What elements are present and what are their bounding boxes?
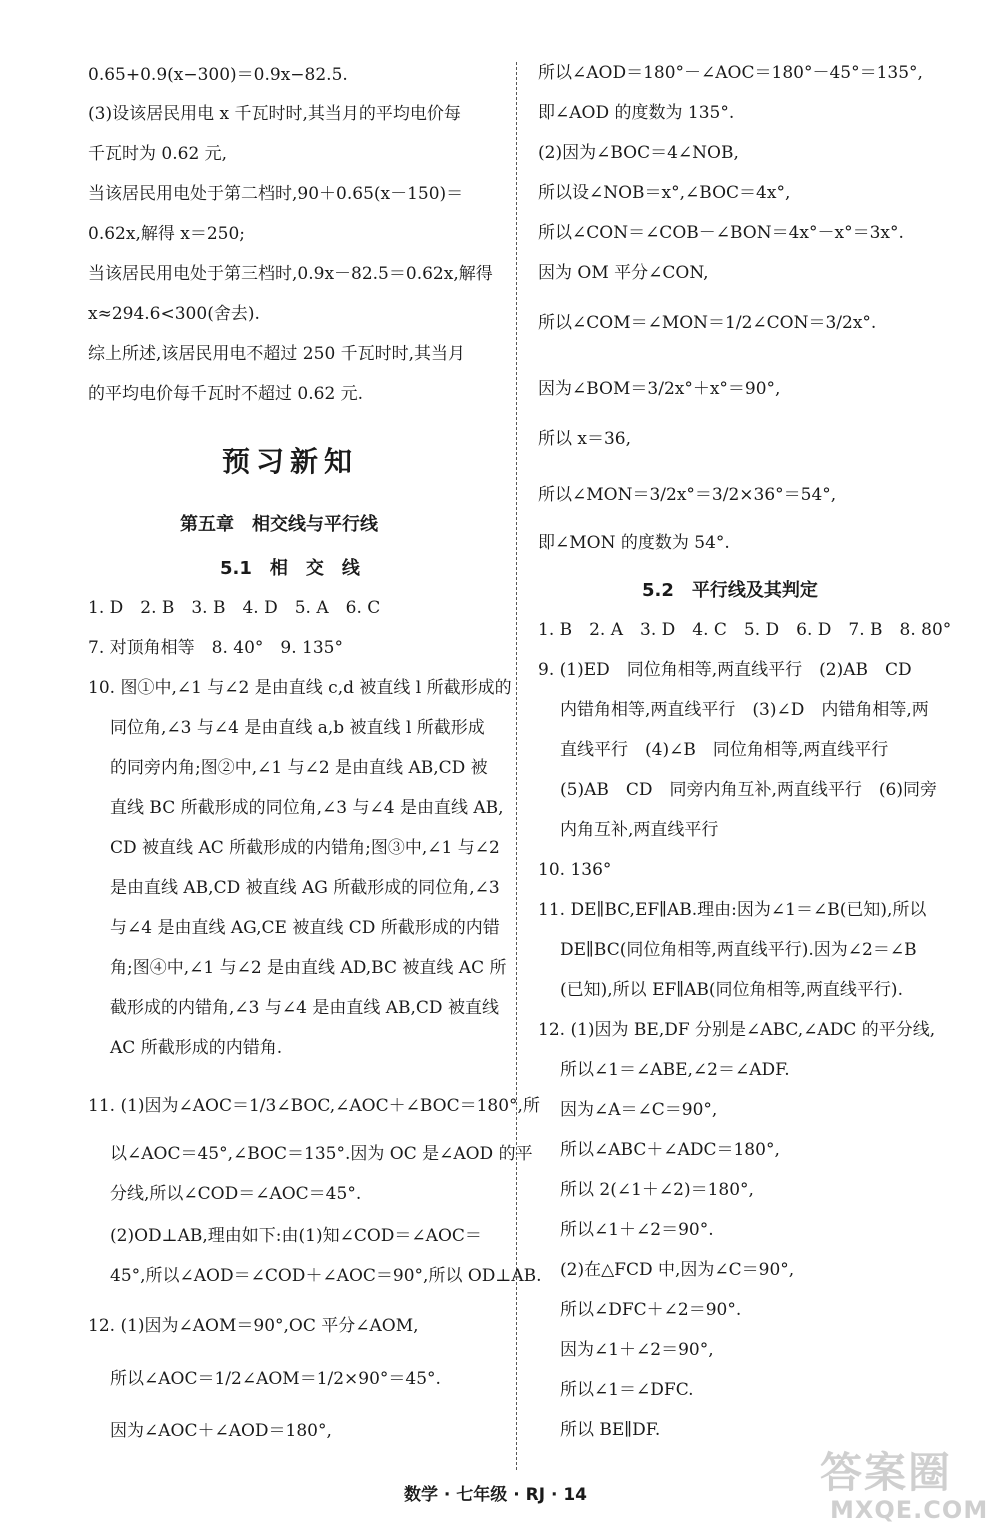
text-line: 截形成的内错角,∠3 与∠4 是由直线 AB,CD 被直线 bbox=[110, 998, 499, 1018]
text-line: 所以∠COM＝∠MON＝1/2∠CON＝3/2x°. bbox=[538, 313, 877, 333]
text-line: 所以∠DFC＋∠2＝90°. bbox=[560, 1300, 742, 1320]
text-line: 11. (1)因为∠AOC＝1/3∠BOC,∠AOC＋∠BOC＝180°,所 bbox=[88, 1096, 540, 1116]
text-line: 所以∠MON＝3/2x°＝3/2×36°＝54°, bbox=[538, 485, 837, 505]
watermark-logo bbox=[800, 1440, 989, 1530]
section-title: 预习新知 bbox=[222, 445, 359, 478]
text-line: 10. 图①中,∠1 与∠2 是由直线 c,d 被直线 l 所截形成的 bbox=[88, 678, 512, 698]
text-line: 9. (1)ED 同位角相等,两直线平行 (2)AB CD bbox=[538, 660, 912, 680]
text-line: 12. (1)因为 BE,DF 分别是∠ABC,∠ADC 的平分线, bbox=[538, 1020, 936, 1040]
text-line: 因为∠AOC＋∠AOD＝180°, bbox=[110, 1421, 332, 1441]
text-line: 的平均电价每千瓦时不超过 0.62 元. bbox=[88, 384, 364, 404]
text-line: 内错角相等,两直线平行 (3)∠D 内错角相等,两 bbox=[560, 700, 929, 720]
text-line: 即∠AOD 的度数为 135°. bbox=[538, 103, 735, 123]
text-line: 以∠AOC＝45°,∠BOC＝135°.因为 OC 是∠AOD 的平 bbox=[110, 1144, 533, 1164]
text-line: 所以∠AOC＝1/2∠AOM＝1/2×90°＝45°. bbox=[110, 1369, 441, 1389]
text-line: 所以 2(∠1＋∠2)＝180°, bbox=[560, 1180, 754, 1200]
text-line: 所以∠1＝∠DFC. bbox=[560, 1380, 694, 1400]
text-line: (2)在△FCD 中,因为∠C＝90°, bbox=[560, 1260, 795, 1280]
text-line: 与∠4 是由直线 AG,CE 被直线 CD 所截形成的内错 bbox=[110, 918, 500, 938]
text-line: 所以∠ABC＋∠ADC＝180°, bbox=[560, 1140, 780, 1160]
watermark-text: 答案圈 bbox=[820, 1448, 953, 1497]
text-line: 当该居民用电处于第二档时,90＋0.65(x－150)＝ bbox=[88, 184, 464, 204]
text-line: 内角互补,两直线平行 bbox=[560, 820, 719, 840]
text-line: 所以 x＝36, bbox=[538, 429, 632, 449]
text-line: 因为 OM 平分∠CON, bbox=[538, 263, 709, 283]
text-line: 当该居民用电处于第三档时,0.9x－82.5＝0.62x,解得 bbox=[88, 264, 493, 284]
text-line: 是由直线 AB,CD 被直线 AG 所截形成的同位角,∠3 bbox=[110, 878, 500, 898]
text-line: 1. D 2. B 3. B 4. D 5. A 6. C bbox=[88, 598, 381, 618]
text-line: 所以设∠NOB＝x°,∠BOC＝4x°, bbox=[538, 183, 791, 203]
text-line: 10. 136° bbox=[538, 860, 612, 880]
text-line: 分线,所以∠COD＝∠AOC＝45°. bbox=[110, 1184, 362, 1204]
chapter-title: 第五章 相交线与平行线 bbox=[180, 514, 378, 535]
text-line: 的同旁内角;图②中,∠1 与∠2 是由直线 AB,CD 被 bbox=[110, 758, 488, 778]
text-line: DE∥BC(同位角相等,两直线平行).因为∠2＝∠B bbox=[560, 940, 917, 960]
text-line: 0.65+0.9(x−300)＝0.9x−82.5. bbox=[88, 65, 348, 85]
text-line: (3)设该居民用电 x 千瓦时时,其当月的平均电价每 bbox=[88, 104, 461, 124]
text-line: 综上所述,该居民用电不超过 250 千瓦时时,其当月 bbox=[88, 344, 466, 364]
text-line: 因为∠BOM＝3/2x°＋x°＝90°, bbox=[538, 379, 781, 399]
text-line: 同位角,∠3 与∠4 是由直线 a,b 被直线 l 所截形成 bbox=[110, 718, 485, 738]
text-line: (2)因为∠BOC＝4∠NOB, bbox=[538, 143, 739, 163]
text-line: 因为∠A＝∠C＝90°, bbox=[560, 1100, 718, 1120]
text-line: 11. DE∥BC,EF∥AB.理由:因为∠1＝∠B(已知),所以 bbox=[538, 900, 927, 920]
text-line: 所以 BE∥DF. bbox=[560, 1420, 661, 1440]
column-divider bbox=[516, 62, 517, 1470]
text-line: 因为∠1＋∠2＝90°, bbox=[560, 1340, 714, 1360]
text-line: x≈294.6<300(舍去). bbox=[88, 304, 260, 324]
text-line: 所以∠CON＝∠COB－∠BON＝4x°－x°＝3x°. bbox=[538, 223, 904, 243]
text-line: CD 被直线 AC 所截形成的内错角;图③中,∠1 与∠2 bbox=[110, 838, 500, 858]
text-line: 所以∠1＋∠2＝90°. bbox=[560, 1220, 714, 1240]
text-line: 直线 BC 所截形成的同位角,∠3 与∠4 是由直线 AB, bbox=[110, 798, 504, 818]
text-line: 千瓦时为 0.62 元, bbox=[88, 144, 228, 164]
text-line: (已知),所以 EF∥AB(同位角相等,两直线平行). bbox=[560, 980, 903, 1000]
text-line: 所以∠AOD＝180°－∠AOC＝180°－45°＝135°, bbox=[538, 63, 923, 83]
text-line: 即∠MON 的度数为 54°. bbox=[538, 533, 730, 553]
text-line: (2)OD⊥AB,理由如下:由(1)知∠COD＝∠AOC＝ bbox=[110, 1226, 482, 1246]
subsection-title-5-2: 5.2 平行线及其判定 bbox=[642, 580, 818, 601]
text-line: 0.62x,解得 x＝250; bbox=[88, 224, 246, 244]
text-line: 所以∠1＝∠ABE,∠2＝∠ADF. bbox=[560, 1060, 790, 1080]
text-line: (5)AB CD 同旁内角互补,两直线平行 (6)同旁 bbox=[560, 780, 937, 800]
text-line: 12. (1)因为∠AOM＝90°,OC 平分∠AOM, bbox=[88, 1316, 419, 1336]
text-line: 直线平行 (4)∠B 同位角相等,两直线平行 bbox=[560, 740, 889, 760]
text-line: 角;图④中,∠1 与∠2 是由直线 AD,BC 被直线 AC 所 bbox=[110, 958, 507, 978]
text-line: 7. 对顶角相等 8. 40° 9. 135° bbox=[88, 638, 343, 658]
text-line: AC 所截形成的内错角. bbox=[110, 1038, 283, 1058]
subsection-title-5-1: 5.1 相 交 线 bbox=[220, 558, 360, 579]
text-line: 45°,所以∠AOD＝∠COD＋∠AOC＝90°,所以 OD⊥AB. bbox=[110, 1266, 542, 1286]
watermark-url: MXQE.COM bbox=[830, 1496, 989, 1524]
text-line: 1. B 2. A 3. D 4. C 5. D 6. D 7. B 8. 80° bbox=[538, 620, 952, 640]
page-footer: 数学 · 七年级 · RJ · 14 bbox=[404, 1485, 587, 1505]
